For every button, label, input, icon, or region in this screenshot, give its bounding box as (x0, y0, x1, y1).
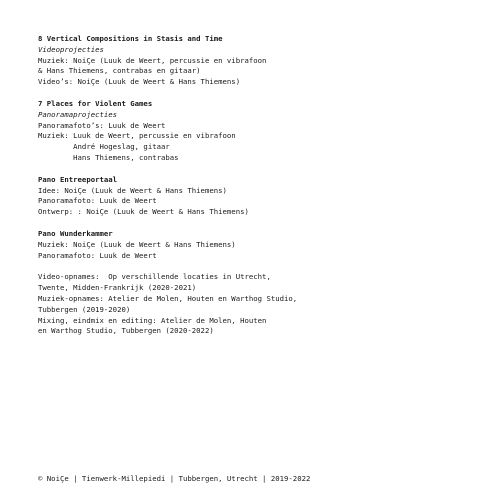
credit-line: Twente, Midden-Frankrijk (2020-2021) (38, 283, 197, 293)
credit-line: Muziek: Luuk de Weert, percussie en vibrafoon (38, 131, 236, 141)
credit-line: Panoramafoto: Luuk de Weert (38, 196, 157, 206)
section-title: 8 Vertical Compositions in Stasis and Time (38, 34, 223, 43)
section-pano-entreeportaal (38, 175, 478, 218)
credit-line: Hans Thiemens, contrabas (38, 152, 179, 162)
credit-line: Mixing, eindmix en editing: Atelier de Molen, Houten (38, 315, 267, 325)
credit-line: Muziek-opnames: Atelier de Molen, Houten en Warthog Studio, (38, 293, 298, 303)
section-subtitle: Videoprojecties (38, 44, 104, 54)
credit-line: Video’s: NoiÇe (Luuk de Weert & Hans Thiemens) (38, 77, 241, 87)
section-violent-games (38, 99, 478, 164)
copyright-footer: © NoiÇe | Tienwerk-Millepiedi | Tubbergen, Utrecht | 2019-2022 (38, 474, 311, 483)
section-title: 7 Places for Violent Games (38, 98, 153, 108)
credit-line: Ontwerp: : NoiÇe (Luuk de Weert & Hans Thiemens) (38, 207, 249, 217)
section-pano-wunderkammer (38, 229, 478, 261)
credits-document (38, 34, 478, 348)
section-recording-credits (38, 272, 478, 337)
credit-line: Panoramafoto’s: Luuk de Weert (38, 120, 166, 130)
credit-line: Tubbergen (2019-2020) (38, 304, 131, 314)
credit-line: André Hogeslag, gitaar (38, 142, 170, 152)
credit-line: Panoramafoto: Luuk de Weert (38, 250, 157, 260)
credit-line: Muziek: NoiÇe (Luuk de Weert, percussie en vibrafoon (38, 55, 267, 65)
credit-line: en Warthog Studio, Tubbergen (2020-2022) (38, 326, 214, 336)
section-subtitle: Panoramaprojecties (38, 109, 118, 119)
credit-line: Video-opnames: Op verschillende locaties in Utrecht, (38, 272, 271, 282)
credit-line: Idee: NoiÇe (Luuk de Weert & Hans Thiemens) (38, 185, 227, 195)
credit-line: & Hans Thiemens, contrabas en gitaar) (38, 66, 201, 76)
section-title: Pano Entreeportaal (38, 174, 118, 184)
credit-line: Muziek: NoiÇe (Luuk de Weert & Hans Thiemens) (38, 239, 236, 249)
section-vertical-compositions (38, 34, 478, 88)
section-title: Pano Wunderkammer (38, 228, 113, 238)
